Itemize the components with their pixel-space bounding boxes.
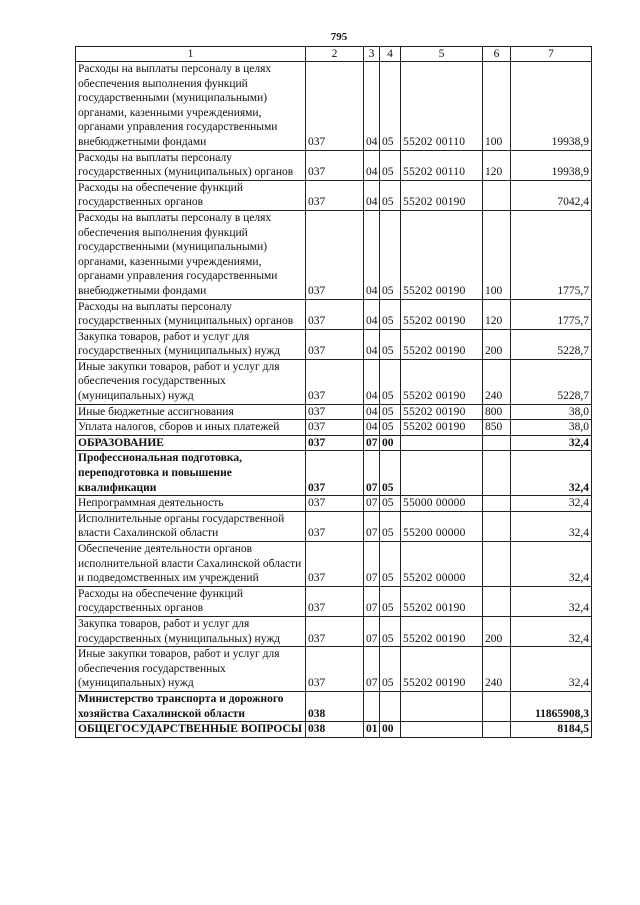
row-target-article-cell: 55202 00110 (401, 150, 483, 180)
row-section-cell: 07 (364, 542, 380, 587)
row-expense-type-cell: 850 (483, 420, 511, 436)
row-target-article-cell: 55000 00000 (401, 496, 483, 512)
row-expense-type-cell: 800 (483, 404, 511, 420)
row-name-cell: Профессиональная подготовка, переподготовка и повышение квалификации (76, 451, 306, 496)
table-row (76, 150, 592, 180)
row-expense-type-cell: 240 (483, 647, 511, 692)
row-name-cell: Закупка товаров, работ и услуг для государственных (муниципальных) нужд (76, 329, 306, 359)
row-name-cell: Иные закупки товаров, работ и услуг для обеспечения государственных (муниципальных) нужд (76, 647, 306, 692)
row-section-cell: 01 (364, 722, 380, 738)
row-subsection-cell: 05 (380, 404, 401, 420)
row-name-cell: Расходы на выплаты персоналу в целях обеспечения выполнения функций государственными (муниципальными) органами, казенными учреждениями, органами управления государственными внебюджетными фондами (76, 210, 306, 299)
table-row (76, 722, 592, 738)
row-subsection-cell: 05 (380, 299, 401, 329)
row-sum-cell: 32,4 (511, 511, 592, 541)
row-name-cell: Расходы на выплаты персоналу государственных (муниципальных) органов (76, 150, 306, 180)
budget-table (75, 46, 592, 738)
row-expense-type-cell (483, 435, 511, 451)
table-row (76, 420, 592, 436)
table-row (76, 586, 592, 616)
row-name-cell: Иные бюджетные ассигнования (76, 404, 306, 420)
header-col-7: 7 (511, 47, 592, 62)
row-section-cell: 04 (364, 420, 380, 436)
table-row (76, 511, 592, 541)
header-col-6: 6 (483, 47, 511, 62)
row-subsection-cell: 00 (380, 435, 401, 451)
row-expense-type-cell (483, 722, 511, 738)
row-expense-type-cell: 120 (483, 150, 511, 180)
table-row (76, 329, 592, 359)
row-subsection-cell (380, 691, 401, 721)
row-target-article-cell: 55202 00190 (401, 404, 483, 420)
row-sum-cell: 7042,4 (511, 180, 592, 210)
row-sum-cell: 5228,7 (511, 359, 592, 404)
row-section-cell: 07 (364, 496, 380, 512)
row-sum-cell: 32,4 (511, 647, 592, 692)
row-section-cell: 07 (364, 616, 380, 646)
row-ved-cell: 037 (306, 299, 364, 329)
row-sum-cell: 32,4 (511, 616, 592, 646)
table-row (76, 616, 592, 646)
row-target-article-cell: 55202 00190 (401, 359, 483, 404)
row-expense-type-cell (483, 496, 511, 512)
row-ved-cell: 037 (306, 180, 364, 210)
row-name-cell: Иные закупки товаров, работ и услуг для обеспечения государственных (муниципальных) нужд (76, 359, 306, 404)
row-name-cell: Расходы на выплаты персоналу в целях обеспечения выполнения функций государственными (муниципальными) органами, казенными учреждениями, органами управления государственными внебюджетными фондами (76, 62, 306, 151)
row-ved-cell: 037 (306, 62, 364, 151)
row-subsection-cell: 05 (380, 210, 401, 299)
table-row (76, 404, 592, 420)
row-sum-cell: 19938,9 (511, 62, 592, 151)
row-subsection-cell: 05 (380, 511, 401, 541)
row-subsection-cell: 00 (380, 722, 401, 738)
row-sum-cell: 11865908,3 (511, 691, 592, 721)
row-subsection-cell: 05 (380, 586, 401, 616)
row-name-cell: Уплата налогов, сборов и иных платежей (76, 420, 306, 436)
row-ved-cell: 038 (306, 691, 364, 721)
row-target-article-cell: 55200 00000 (401, 511, 483, 541)
table-row (76, 647, 592, 692)
row-expense-type-cell (483, 586, 511, 616)
row-expense-type-cell (483, 511, 511, 541)
row-expense-type-cell: 200 (483, 329, 511, 359)
row-name-cell: Обеспечение деятельности органов исполнительной власти Сахалинской области и подведомственных им учреждений (76, 542, 306, 587)
table-row (76, 180, 592, 210)
row-name-cell: ОБРАЗОВАНИЕ (76, 435, 306, 451)
table-row (76, 451, 592, 496)
row-section-cell: 04 (364, 404, 380, 420)
row-section-cell: 07 (364, 451, 380, 496)
row-ved-cell: 038 (306, 722, 364, 738)
row-expense-type-cell: 200 (483, 616, 511, 646)
table-row (76, 691, 592, 721)
header-col-2: 2 (306, 47, 364, 62)
row-sum-cell: 32,4 (511, 435, 592, 451)
row-ved-cell: 037 (306, 511, 364, 541)
row-subsection-cell: 05 (380, 616, 401, 646)
row-section-cell: 04 (364, 359, 380, 404)
row-section-cell (364, 691, 380, 721)
row-target-article-cell (401, 451, 483, 496)
table-row (76, 359, 592, 404)
header-row (76, 47, 592, 62)
row-section-cell: 07 (364, 511, 380, 541)
row-expense-type-cell (483, 180, 511, 210)
row-ved-cell: 037 (306, 616, 364, 646)
row-target-article-cell (401, 435, 483, 451)
row-expense-type-cell: 100 (483, 210, 511, 299)
row-sum-cell: 38,0 (511, 420, 592, 436)
row-expense-type-cell: 240 (483, 359, 511, 404)
row-name-cell: Министерство транспорта и дорожного хозяйства Сахалинской области (76, 691, 306, 721)
table-row (76, 435, 592, 451)
row-sum-cell: 19938,9 (511, 150, 592, 180)
row-subsection-cell: 05 (380, 150, 401, 180)
row-section-cell: 04 (364, 150, 380, 180)
row-target-article-cell: 55202 00190 (401, 616, 483, 646)
row-name-cell: Непрограммная деятельность (76, 496, 306, 512)
header-col-1: 1 (76, 47, 306, 62)
row-ved-cell: 037 (306, 150, 364, 180)
row-section-cell: 07 (364, 647, 380, 692)
row-target-article-cell: 55202 00190 (401, 647, 483, 692)
row-ved-cell: 037 (306, 647, 364, 692)
row-ved-cell: 037 (306, 435, 364, 451)
row-expense-type-cell: 100 (483, 62, 511, 151)
table-row (76, 62, 592, 151)
row-sum-cell: 32,4 (511, 451, 592, 496)
row-subsection-cell: 05 (380, 496, 401, 512)
row-sum-cell: 1775,7 (511, 210, 592, 299)
row-subsection-cell: 05 (380, 180, 401, 210)
row-name-cell: Расходы на выплаты персоналу государственных (муниципальных) органов (76, 299, 306, 329)
header-col-3: 3 (364, 47, 380, 62)
row-ved-cell: 037 (306, 210, 364, 299)
row-name-cell: Исполнительные органы государственной власти Сахалинской области (76, 511, 306, 541)
row-sum-cell: 5228,7 (511, 329, 592, 359)
row-target-article-cell: 55202 00000 (401, 542, 483, 587)
row-sum-cell: 32,4 (511, 586, 592, 616)
row-name-cell: Закупка товаров, работ и услуг для государственных (муниципальных) нужд (76, 616, 306, 646)
row-subsection-cell: 05 (380, 647, 401, 692)
row-ved-cell: 037 (306, 586, 364, 616)
row-target-article-cell (401, 691, 483, 721)
row-ved-cell: 037 (306, 404, 364, 420)
row-subsection-cell: 05 (380, 329, 401, 359)
row-subsection-cell: 05 (380, 420, 401, 436)
page-number: 795 (330, 31, 348, 43)
row-sum-cell: 8184,5 (511, 722, 592, 738)
row-target-article-cell: 55202 00190 (401, 299, 483, 329)
row-target-article-cell: 55202 00190 (401, 586, 483, 616)
row-section-cell: 07 (364, 586, 380, 616)
row-sum-cell: 1775,7 (511, 299, 592, 329)
row-ved-cell: 037 (306, 420, 364, 436)
row-name-cell: Расходы на обеспечение функций государственных органов (76, 586, 306, 616)
row-ved-cell: 037 (306, 329, 364, 359)
row-expense-type-cell: 120 (483, 299, 511, 329)
row-ved-cell: 037 (306, 542, 364, 587)
row-subsection-cell: 05 (380, 359, 401, 404)
row-sum-cell: 38,0 (511, 404, 592, 420)
row-expense-type-cell (483, 451, 511, 496)
row-subsection-cell: 05 (380, 451, 401, 496)
table-body (76, 62, 592, 738)
row-target-article-cell: 55202 00190 (401, 210, 483, 299)
row-expense-type-cell (483, 542, 511, 587)
row-target-article-cell: 55202 00110 (401, 62, 483, 151)
row-sum-cell: 32,4 (511, 542, 592, 587)
row-subsection-cell: 05 (380, 62, 401, 151)
row-target-article-cell (401, 722, 483, 738)
row-ved-cell: 037 (306, 496, 364, 512)
table-row (76, 210, 592, 299)
row-name-cell: ОБЩЕГОСУДАРСТВЕННЫЕ ВОПРОСЫ (76, 722, 306, 738)
row-section-cell: 04 (364, 180, 380, 210)
row-subsection-cell: 05 (380, 542, 401, 587)
row-section-cell: 04 (364, 329, 380, 359)
row-target-article-cell: 55202 00190 (401, 420, 483, 436)
row-name-cell: Расходы на обеспечение функций государственных органов (76, 180, 306, 210)
row-section-cell: 04 (364, 299, 380, 329)
row-target-article-cell: 55202 00190 (401, 180, 483, 210)
row-ved-cell: 037 (306, 451, 364, 496)
row-sum-cell: 32,4 (511, 496, 592, 512)
row-target-article-cell: 55202 00190 (401, 329, 483, 359)
header-col-4: 4 (380, 47, 401, 62)
table-row (76, 496, 592, 512)
row-ved-cell: 037 (306, 359, 364, 404)
table-row (76, 299, 592, 329)
row-expense-type-cell (483, 691, 511, 721)
row-section-cell: 04 (364, 210, 380, 299)
header-col-5: 5 (401, 47, 483, 62)
row-section-cell: 04 (364, 62, 380, 151)
table-row (76, 542, 592, 587)
row-section-cell: 07 (364, 435, 380, 451)
